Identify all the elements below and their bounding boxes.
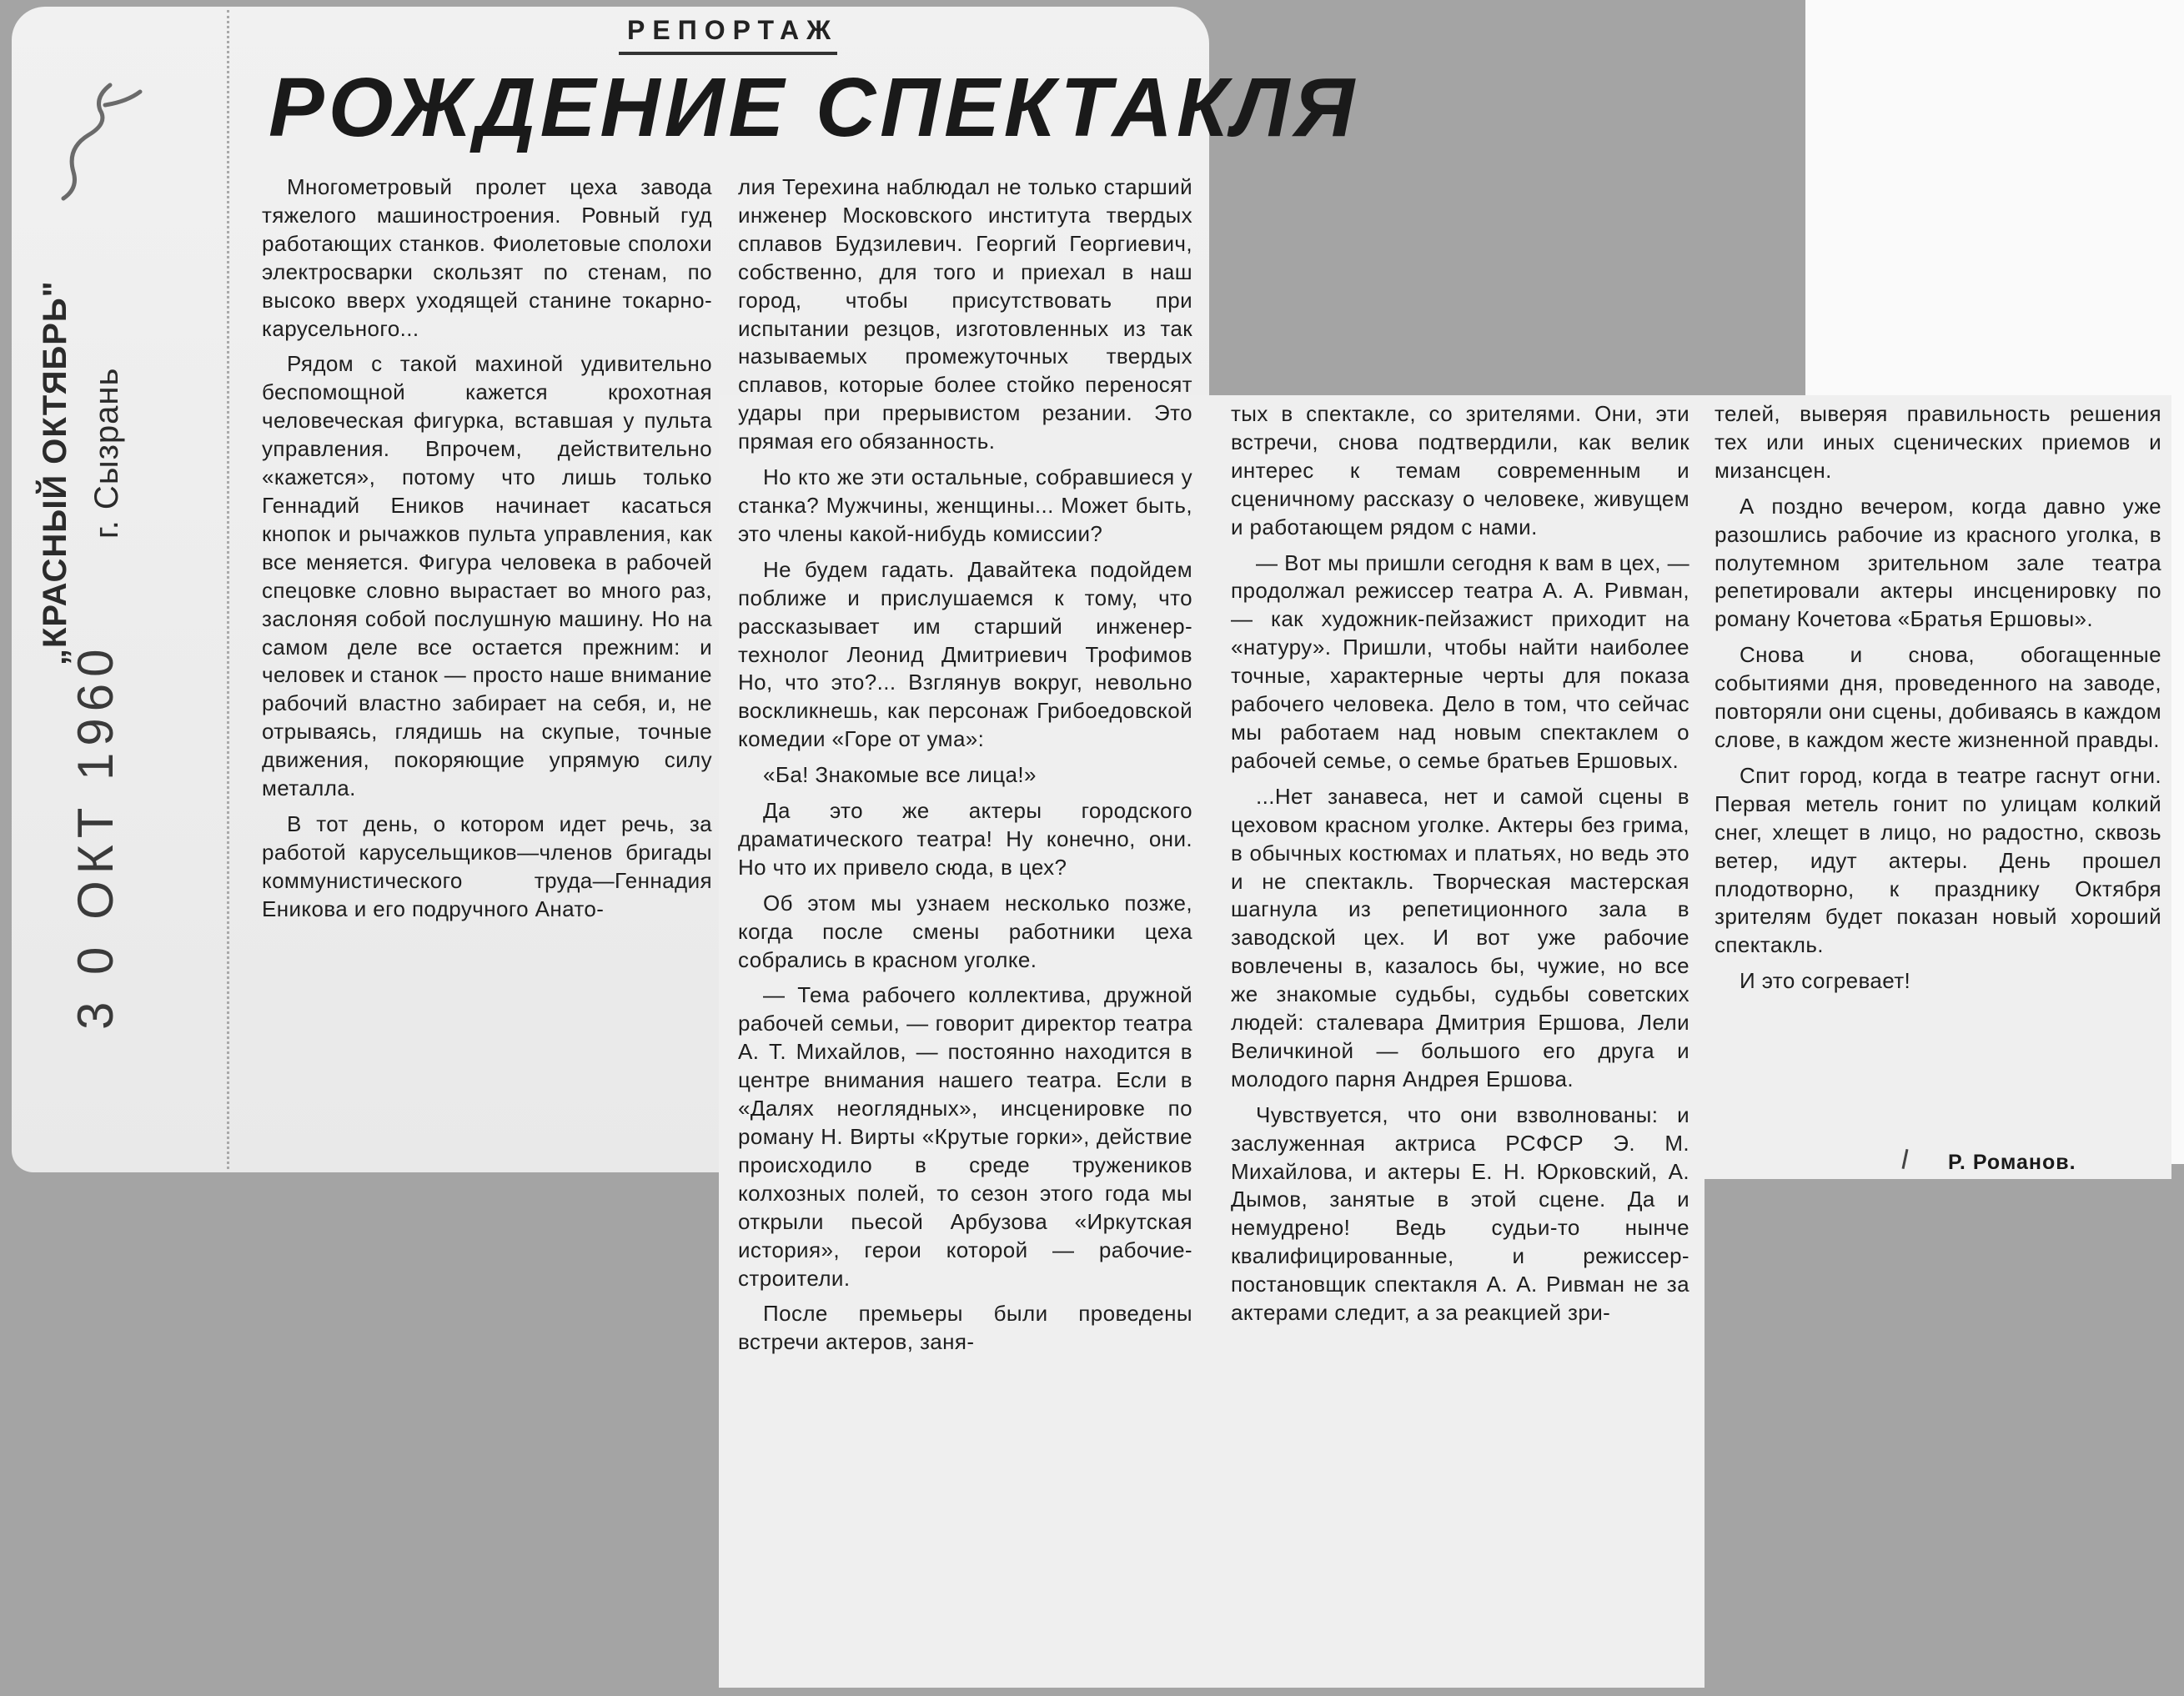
column-paragraph: ...Нет занавеса, нет и самой сцены в цеховом красном уголке. Актеры без грима, в обычных костюмах и платьях, но ведь это и не спектакль. Творческая мастерская шагнула из репетиционного зала в заводской цех. И вот уже рабочие вовлечены в, казалось бы, чужие, но все же знакомые судьбы, судьбы советских людей: сталевара Дмитрия Ершова, Лели Величкиной — большого его друга и молодого парня Андрея Ершова. xyxy=(1231,783,1689,1091)
column-paragraph: Не будем гадать. Давайтека подойдем поближе и прислушаемся к тому, что рассказывает им старший инженер-технолог Леонид Дмитриевич Трофимов Но, что это?... Взглянув вокруг, невольно воскликнешь, как персонаж Грибоедовской комедии «Горе от ума»: xyxy=(738,556,1192,752)
column-paragraph: После премьеры были проведены встречи актеров, заня- xyxy=(738,1301,1192,1355)
newspaper-name-stamp: „КРАСНЫЙ ОКТЯБРЬ" xyxy=(37,280,73,665)
column-paragraph: Да это же актеры городского драматического театра! Ну конечно, они. Но что их привело сюда, в цех? xyxy=(738,798,1192,880)
perforation-edge xyxy=(227,10,239,1169)
column-paragraph: И это согревает! xyxy=(1740,968,1911,994)
column-paragraph: лия Терехина наблюдал не только старший инженер Московского института твердых сплавов Будзилевич. Георгий Георгиевич, собственно, для того и приехал в наш город, чтобы присутствовать при испытании резцов, изготовленных из так называемых промежуточных твердых сплавов, которые более стойко переносят удары при прерывистом резании. Это прямая его обязанность. xyxy=(738,174,1192,454)
column-paragraph: Чувствуется, что они взволнованы: и заслуженная актриса РСФСР Э. М. Михайлова, и актеры Е. Н. Юрковский, А. Дымов, занятые в этой сцене. Да и немудрено! Ведь судьи-то нынче квалифицированные, и режиссер-постановщик спектакля А. А. Ривман не за актерами следит, а за реакцией зри- xyxy=(1231,1101,1689,1326)
article-column-2 xyxy=(738,173,1192,1364)
column-paragraph: — Вот мы пришли сегодня к вам в цех, — продолжал режиссер театра А. А. Ривман,— как художник-пейзажист приходит на «натуру». Пришли, чтобы найти наиболее точные, характерные черты для показа рабочего человека. Дело в том, что сейчас мы работаем над новым спектаклем о рабочей семье, о семье братьев Ершовых. xyxy=(1231,549,1689,773)
column-paragraph: телей, выверяя правильность решения тех или иных сценических приемов и мизансцен. xyxy=(1715,401,2161,483)
column-paragraph: — Тема рабочего коллектива, дружной рабочей семьи, — говорит директор театра А. Т. Михайлов, — постоянно находится в центре внимания нашего театра. Если в «Далях неоглядных», инсценировке по роману Н. Вирты «Крутые горки», действие происходило в среде тружеников колхозных полей, то сезон этого года мы открыли пьесой Арбузова «Иркутская история», герои которой — рабочие-строители. xyxy=(738,982,1192,1291)
author-signature: Р. Романов. xyxy=(1948,1151,2076,1174)
column-paragraph: «Ба! Знакомые все лица!» xyxy=(763,762,1037,788)
article-headline: РОЖДЕНИЕ СПЕКТАКЛЯ xyxy=(269,61,1359,154)
date-stamp: 3 0 ОКТ 1960 xyxy=(68,642,123,1030)
rubric-underline xyxy=(619,52,837,55)
column-paragraph: Многометровый пролет цеха завода тяжелого машиностроения. Ровный гуд работающих станков. Фиолетовые сполохи электросварки скользят по стенам, по высоко вверх уходящей станине токарно-карусельного... xyxy=(262,174,712,341)
article-column-4 xyxy=(1715,400,2161,1003)
rubric-label: РЕПОРТАЖ xyxy=(627,15,839,45)
article-column-3 xyxy=(1231,400,1689,1335)
column-paragraph: Об этом мы узнаем несколько позже, когда после смены работники цеха собрались в красном уголке. xyxy=(738,890,1192,972)
column-paragraph: Снова и снова, обогащенные событиями дня, проведенного на заводе, повторяли они сцены, добиваясь в каждом слове, в каждом жесте жизненной правды. xyxy=(1715,642,2161,752)
column-paragraph: В тот день, о котором идет речь, за работой карусельщиков—членов бригады коммунистического труда—Геннадия Еникова и его подручного Анато- xyxy=(262,810,712,921)
column-paragraph: Но кто же эти остальные, собравшиеся у станка? Мужчины, женщины... Может быть, это члены какой-нибудь комиссии? xyxy=(738,464,1192,546)
column-paragraph: Спит город, когда в театре гаснут огни. Первая метель гонит по улицам колкий снег, хлещет в лицо, но радостно, сквозь ветер, идут актеры. День прошел плодотворно, к празднику Октября зрителям будет показан новый хороший спектакль. xyxy=(1715,762,2161,958)
column-paragraph: Рядом с такой махиной удивительно беспомощной кажется крохотная человеческая фигурка, вставшая у пульта управления. Впрочем, действительно «кажется», потому что лишь только Геннадий Еников начинает касаться кнопок и рычажков пульта управления, как все меняется. Фигура человека в рабочей спецовке словно вырастает во много раз, заслоняя собой послушную машину. Но на самом деле все остается прежним: и человек и станок — просто наше внимание рабочий властно забирает на себя, и, не отрываясь, глядишь на скупые, точные движения, покоряющие упрямую силу металла. xyxy=(262,351,712,801)
city-stamp: г. Сызрань xyxy=(88,367,125,539)
handwritten-number-mark xyxy=(50,77,150,202)
article-column-1 xyxy=(262,173,712,931)
column-paragraph: А поздно вечером, когда давно уже разошлись рабочие из красного уголка, в полутемном зрительном зале театра репетировали актеры инсценировку по роману Кочетова «Братья Ершовы». xyxy=(1715,493,2161,632)
column-paragraph: тых в спектакле, со зрителями. Они, эти встречи, снова подтвердили, как велик интерес к темам современным и сценичному рассказу о человеке, живущем и работающем рядом с нами. xyxy=(1231,401,1689,539)
